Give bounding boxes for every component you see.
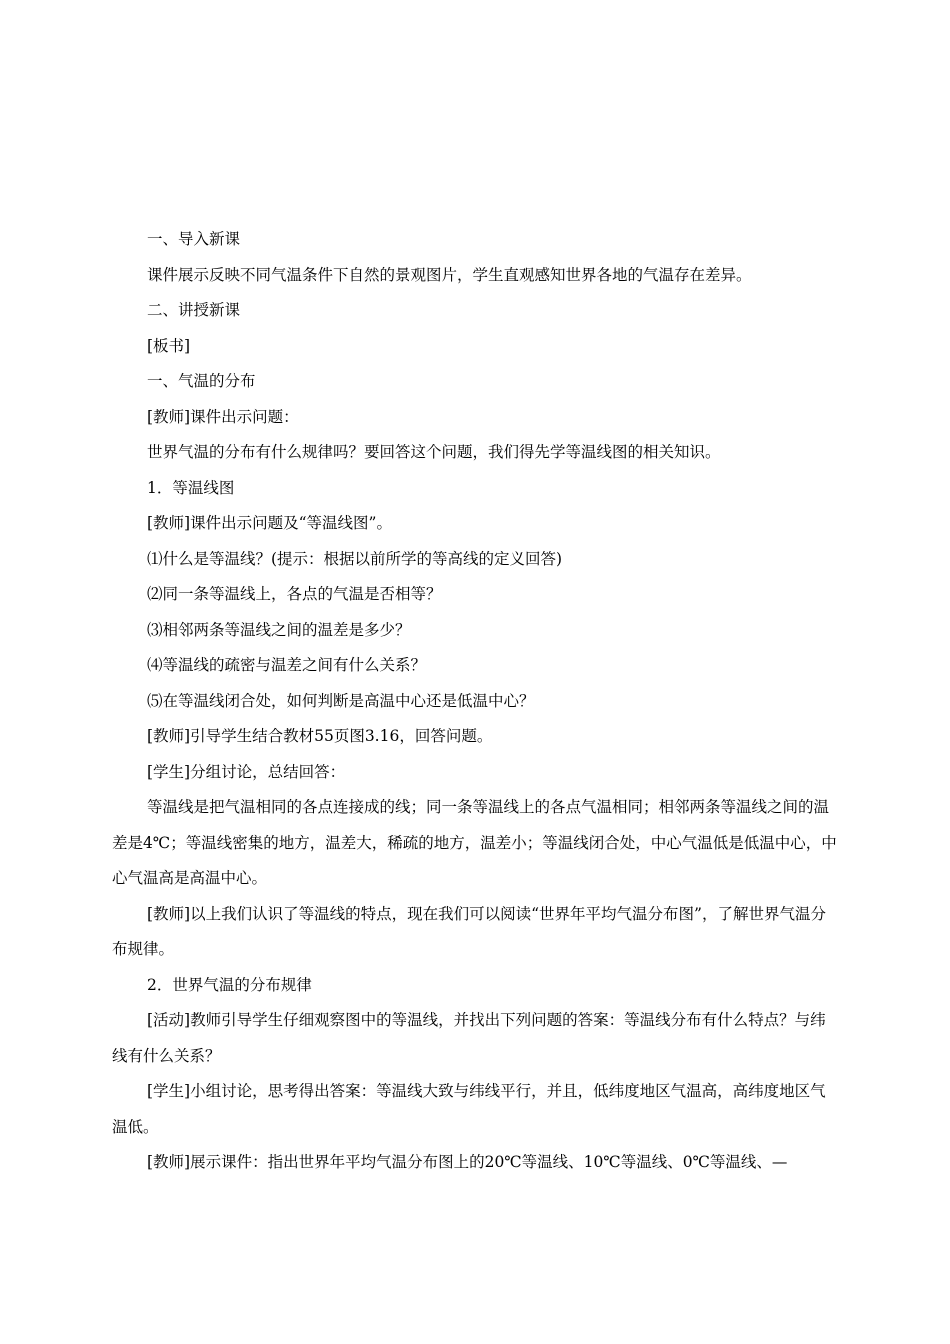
paragraph-activity: [活动]教师引导学生仔细观察图中的等温线，并找出下列问题的答案：等温线分布有什么特点？与纬线有什么关系？ [112,1011,826,1065]
board-label: [板书] [147,336,191,355]
question-2: ⑵同一条等温线上，各点的气温是否相等？ [147,585,442,603]
student-discussion: [学生]分组讨论，总结回答： [147,762,346,781]
paragraph-teacher-summary: [教师]以上我们认识了等温线的特点，现在我们可以阅读“世界年平均气温分布图”，了解世界气温分布规律。 [112,904,826,958]
teacher-isotherm-prompt: [教师]课件出示问题及“等温线图”。 [147,514,392,532]
question-4: ⑷等温线的疏密与温差之间有什么关系？ [147,656,427,674]
heading-new-lesson: 二、讲授新课 [147,301,241,319]
heading-world-distribution: 2．世界气温的分布规律 [147,975,312,994]
heading-temperature-distribution: 一、气温的分布 [147,372,256,390]
paragraph-intro-text: 课件展示反映不同气温条件下自然的景观图片，学生直观感知世界各地的气温存在差异。 [147,265,752,284]
document-body [112,222,838,1181]
teacher-question-label: [教师]课件出示问题： [147,407,299,426]
paragraph-student-answer: [学生]小组讨论，思考得出答案：等温线大致与纬线平行，并且，低纬度地区气温高，高纬度地区气温低。 [112,1082,826,1136]
teacher-guide: [教师]引导学生结合教材55页图3.16，回答问题。 [147,727,493,745]
question-3: ⑶相邻两条等温线之间的温差是多少？ [147,620,411,639]
question-1: ⑴什么是等温线？(提示：根据以前所学的等高线的定义回答) [147,549,563,568]
paragraph-isotherm-answer: 等温线是把气温相同的各点连接成的线；同一条等温线上的各点气温相同；相邻两条等温线之间的温差是4℃；等温线密集的地方，温差大，稀疏的地方，温差小；等温线闭合处，中心气温低是低温中心，中心气温高是高温中心。 [112,798,837,887]
paragraph-question: 世界气温的分布有什么规律吗？要回答这个问题，我们得先学等温线图的相关知识。 [147,443,721,461]
paragraph-teacher-courseware: [教师]展示课件：指出世界年平均气温分布图上的20℃等温线、10℃等温线、0℃等温线、— [147,1153,788,1171]
heading-intro: 一、导入新课 [147,230,241,248]
question-5: ⑸在等温线闭合处，如何判断是高温中心还是低温中心？ [147,691,535,710]
heading-isotherm-map: 1．等温线图 [147,478,235,497]
